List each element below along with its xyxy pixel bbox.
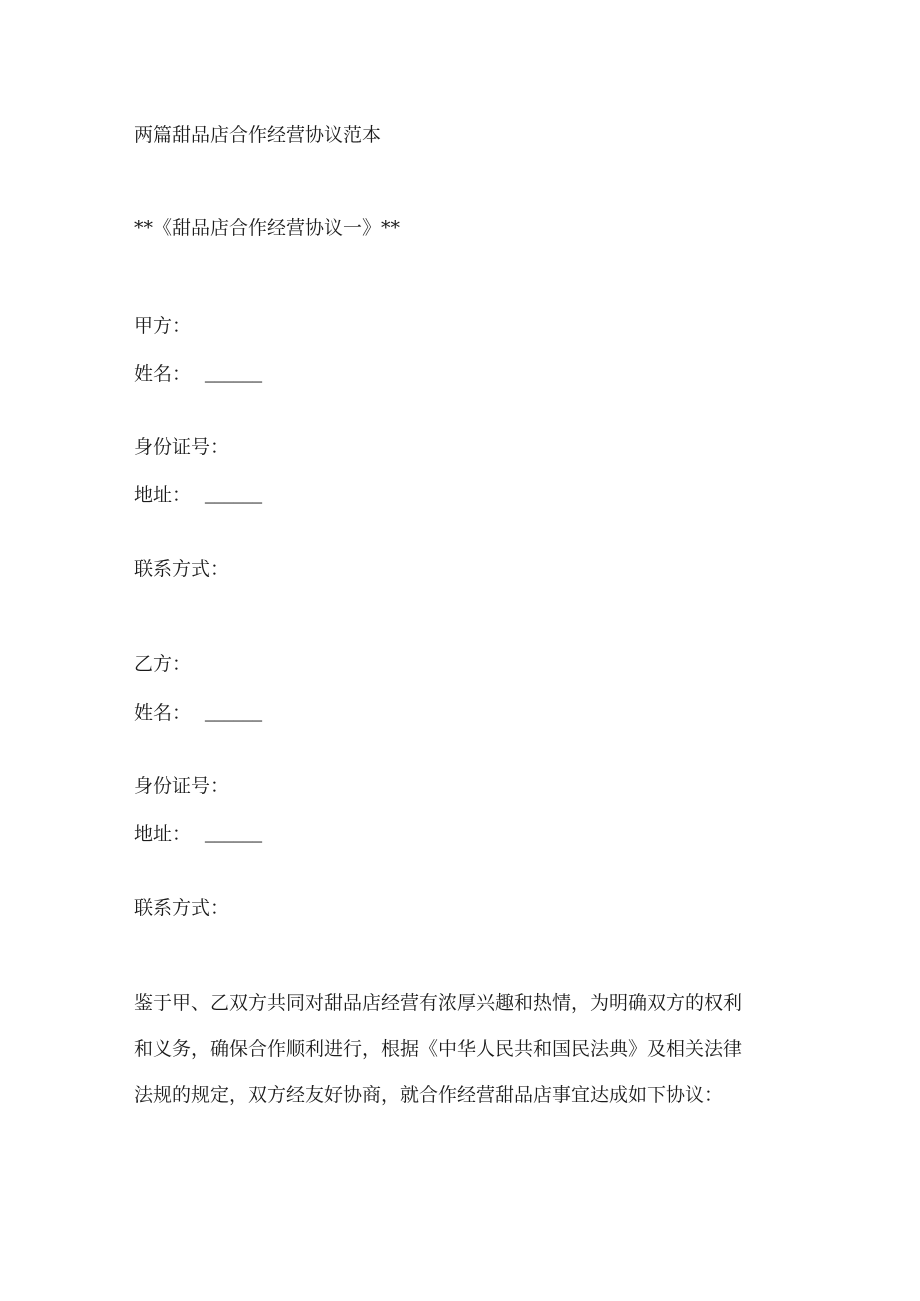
party-b-address-row [134,821,262,848]
document-title: 两篇甜品店合作经营协议范本 [134,124,382,146]
preamble-line: 和义务，确保合作顺利进行，根据《中华人民共和国民法典》及相关法律 [134,1038,743,1060]
party-b-address-label: 地址： [134,823,192,845]
party-a-heading: 甲方： [134,315,192,337]
party-a-address-row [134,482,262,509]
party-a-contact-label: 联系方式： [134,558,230,580]
party-b-name-blank: ______ [205,703,263,724]
party-b-address-blank: ______ [205,824,263,845]
preamble-line: 法规的规定，双方经友好协商，就合作经营甜品店事宜达成如下协议： [134,1084,724,1106]
party-a-name-label: 姓名： [134,363,192,385]
party-a-address-label: 地址： [134,484,192,506]
party-b-name-row [134,700,262,727]
preamble-paragraph [134,980,784,1118]
party-b-id-label: 身份证号： [134,775,230,797]
party-a-id-label: 身份证号： [134,436,230,458]
preamble-line: 鉴于甲、乙双方共同对甜品店经营有浓厚兴趣和热情，为明确双方的权利 [134,992,743,1014]
party-a-name-blank: ______ [205,364,263,385]
party-a-name-row [134,361,262,388]
party-a-address-blank: ______ [205,485,263,506]
party-b-contact-label: 联系方式： [134,897,230,919]
party-b-heading: 乙方： [134,653,192,675]
agreement-subtitle: **《甜品店合作经营协议一》** [134,217,401,239]
party-b-name-label: 姓名： [134,702,192,724]
